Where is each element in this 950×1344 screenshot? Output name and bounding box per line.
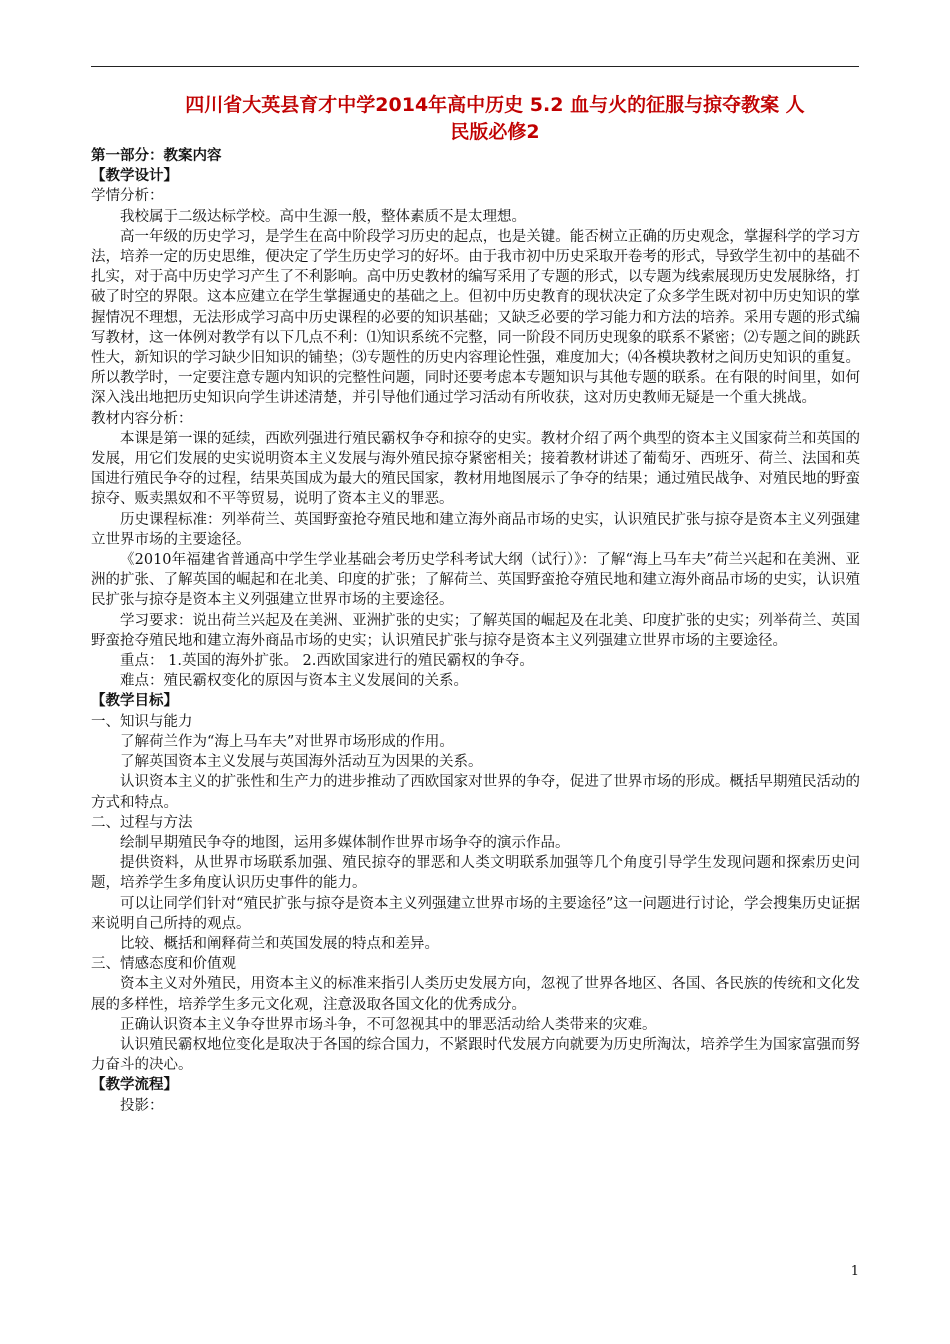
goal-heading: 【教学目标】 xyxy=(91,693,178,710)
content-analysis-label: 教材内容分析： xyxy=(91,410,193,427)
page-number: 1 xyxy=(850,1264,859,1279)
goal2-item-a: 绘制早期殖民争夺的地图，运用多媒体制作世界市场争夺的演示作品。 xyxy=(120,834,570,851)
document-body xyxy=(91,146,860,1116)
paragraph-exam-outline: 《2010年福建省普通高中学生学业基础会考历史学科考试大纲（试行）》：了解“海上马车夫”荷兰兴起和在美洲、亚洲的扩张、了解英国的崛起和在北美、印度的扩张；了解荷兰、英国野蛮抢夺殖民地和建立海外商品市场的史实，认识殖民扩张与掠夺是资本主义列强建立世界市场的主要途径。 xyxy=(91,552,860,609)
header-rule xyxy=(91,66,859,67)
goal2-item-c: 可以让同学们针对“殖民扩张与掠夺是资本主义列强建立世界市场的主要途径”这一问题进行讨论，学会搜集历史证据来说明自己所持的观点。 xyxy=(91,895,860,932)
goal2-item-b: 提供资料，从世界市场联系加强、殖民掠夺的罪恶和人类文明联系加强等几个角度引导学生发现问题和探索历史问题，培养学生多角度认识历史事件的能力。 xyxy=(91,855,860,892)
paragraph-requirement: 学习要求：说出荷兰兴起及在美洲、亚洲扩张的史实；了解英国的崛起及在北美、印度扩张的史实；列举荷兰、英国野蛮抢夺殖民地和建立海外商品市场的史实；认识殖民扩张与掠夺是资本主义列强建立世界市场的主要途径。 xyxy=(91,612,860,649)
part1-heading: 第一部分：教案内容 xyxy=(91,148,222,164)
goal3-label: 三、情感态度和价值观 xyxy=(91,956,236,973)
paragraph-key-points: 重点： 1.英国的海外扩张。 2.西欧国家进行的殖民霸权的争夺。 xyxy=(120,653,534,670)
goal1-label: 一、知识与能力 xyxy=(91,713,193,730)
design-heading: 【教学设计】 xyxy=(91,168,178,185)
goal2-item-d: 比较、概括和阐释荷兰和英国发展的特点和差异。 xyxy=(120,935,439,952)
goal3-item-b: 正确认识资本主义争夺世界市场斗争，不可忽视其中的罪恶活动给人类带来的灾难。 xyxy=(120,1016,657,1033)
document-title xyxy=(100,92,890,146)
paragraph-projection: 投影： xyxy=(120,1097,164,1114)
goal1-item-c: 认识资本主义的扩张性和生产力的进步推动了西欧国家对世界的争夺，促进了世界市场的形成。概括早期殖民活动的方式和特点。 xyxy=(91,774,860,811)
goal3-item-c: 认识殖民霸权地位变化是取决于各国的综合国力，不紧跟时代发展方向就要为历史所淘汰，培养学生为国家富强而努力奋斗的决心。 xyxy=(91,1036,860,1074)
paragraph-school: 我校属于二级达标学校。高中生源一般，整体素质不是太理想。 xyxy=(120,208,526,225)
goal1-item-a: 了解荷兰作为“海上马车夫”对世界市场形成的作用。 xyxy=(120,733,454,750)
paragraph-standard: 历史课程标准：列举荷兰、英国野蛮抢夺殖民地和建立海外商品市场的史实，认识殖民扩张与掠夺是资本主义列强建立世界市场的主要途径。 xyxy=(91,511,860,548)
flow-heading: 【教学流程】 xyxy=(91,1077,178,1094)
title-line-2: 民版必修2 xyxy=(450,121,540,143)
goal2-label: 二、过程与方法 xyxy=(91,814,193,831)
goal3-item-a: 资本主义对外殖民，用资本主义的标准来指引人类历史发展方向，忽视了世界各地区、各国、各民族的传统和文化发展的多样性，培养学生多元文化观，注意汲取各国文化的优秀成分。 xyxy=(91,976,860,1013)
goal1-item-b: 了解英国资本主义发展与英国海外活动互为因果的关系。 xyxy=(120,754,483,771)
student-analysis-label: 学情分析： xyxy=(91,188,164,205)
paragraph-grade1: 高一年级的历史学习，是学生在高中阶段学习历史的起点，也是关键。能否树立正确的历史观念，掌握科学的学习方法，培养一定的历史思维，便决定了学生历史学习的好坏。由于我市初中历史采取开卷考的形式，导致学生初中的基础不扎实，对于高中历史学习产生了不利影响。高中历史教材的编写采用了专题的形式，以专题为线索展现历史发展脉络，打破了时空的界限。这本应建立在学生掌握通史的基础之上。但初中历史教育的现状决定了众多学生既对初中历史知识的掌握情况不理想，无法形成学习高中历史课程的必要的知识基础；又缺乏必要的学习能力和方法的培养。采用专题的形式编写教材，这一体例对教学有以下几点不利：⑴知识系统不完整，同一阶段不同历史现象的联系不紧密；⑵专题之间的跳跃性大，新知识的学习缺少旧知识的铺垫；⑶专题性的历史内容理论性强，难度加大；⑷各模块教材之间历史知识的重复。所以教学时，一定要注意专题内知识的完整性问题，同时还要考虑本专题知识与其他专题的联系。在有限的时间里，如何深入浅出地把历史知识向学生讲述清楚，并引导他们通过学习活动有所收获，这对历史教师无疑是一个重大挑战。 xyxy=(91,228,860,407)
paragraph-difficulty: 难点：殖民霸权变化的原因与资本主义发展间的关系。 xyxy=(120,673,468,690)
paragraph-lesson: 本课是第一课的延续，西欧列强进行殖民霸权争夺和掠夺的史实。教材介绍了两个典型的资本主义国家荷兰和英国的发展，用它们发展的史实说明资本主义发展与海外殖民掠夺紧密相关；接着教材讲述了葡萄牙、西班牙、荷兰、法国和英国进行殖民争夺的过程，结果英国成为最大的殖民国家，教材用地图展示了争夺的结果；通过殖民战争、对殖民地的野蛮掠夺、贩卖黑奴和不平等贸易，说明了资本主义的罪恶。 xyxy=(91,430,860,508)
title-line-1: 四川省大英县育才中学2014年高中历史 5.2 血与火的征服与掠夺教案 人 xyxy=(185,94,805,116)
